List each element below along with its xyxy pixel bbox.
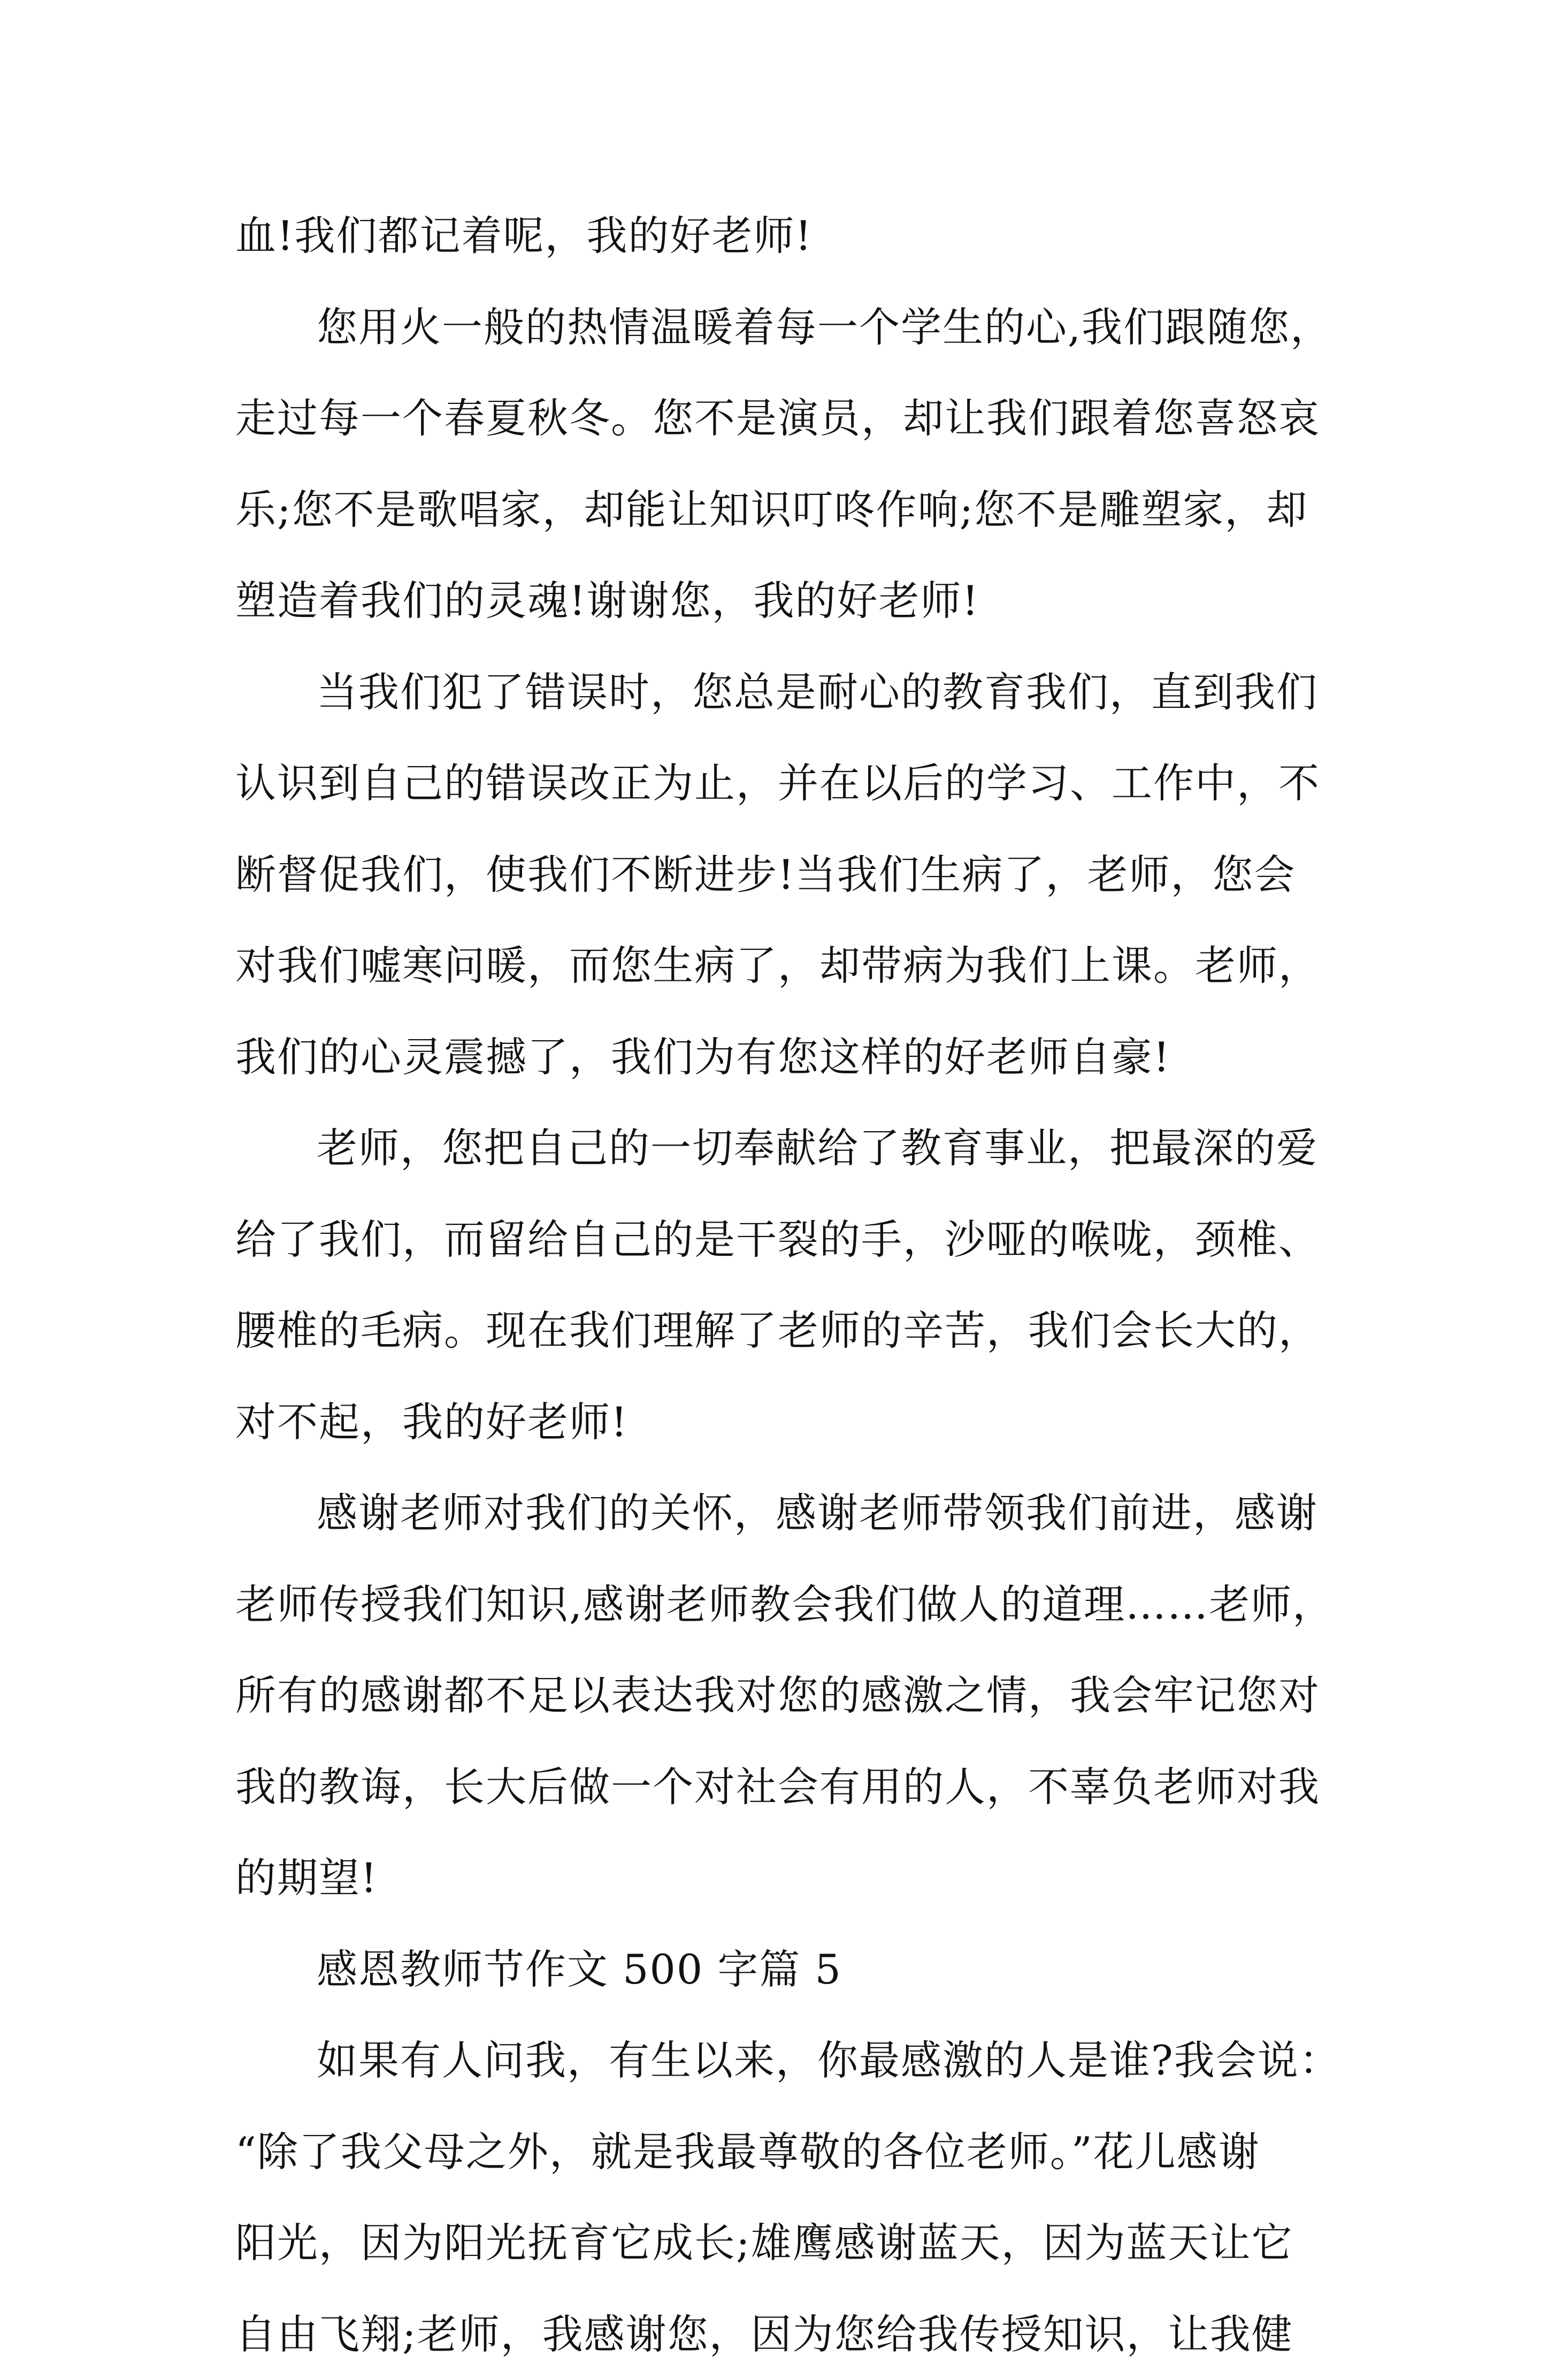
document-body [235,190,1364,2380]
paragraph-start-line: 感谢老师对我们的关怀，感谢老师带领我们前进，感谢 [235,1468,1364,1559]
text-line: 自由飞翔;老师，我感谢您，因为您给我传授知识，让我健 [235,2289,1364,2380]
text-line: 我的教诲，长大后做一个对社会有用的人，不辜负老师对我 [235,1742,1364,1833]
text-line: 所有的感谢都不足以表达我对您的感激之情，我会牢记您对 [235,1650,1364,1742]
text-line: 老师传授我们知识,感谢老师教会我们做人的道理……老师， [235,1559,1364,1651]
paragraph-start-line: 如果有人问我，有生以来，你最感激的人是谁?我会说： [235,2015,1364,2107]
text-line: 给了我们，而留给自己的是干裂的手，沙哑的喉咙，颈椎、 [235,1194,1364,1286]
text-line: 对不起，我的好老师! [235,1377,1364,1468]
section-heading: 感恩教师节作文 500 字篇 5 [235,1924,1364,2016]
text-line: 对我们嘘寒问暖，而您生病了，却带病为我们上课。老师， [235,920,1364,1012]
text-line: “除了我父母之外，就是我最尊敬的各位老师。”花儿感谢 [235,2107,1364,2198]
paragraph-start-line: 您用火一般的热情温暖着每一个学生的心,我们跟随您， [235,282,1364,373]
text-line: 血!我们都记着呢，我的好老师! [235,190,1364,282]
text-line: 腰椎的毛病。现在我们理解了老师的辛苦，我们会长大的， [235,1285,1364,1377]
text-line: 认识到自己的错误改正为止，并在以后的学习、工作中，不 [235,738,1364,829]
text-line: 的期望! [235,1833,1364,1924]
text-line: 塑造着我们的灵魂!谢谢您，我的好老师! [235,555,1364,647]
text-line: 我们的心灵震撼了，我们为有您这样的好老师自豪! [235,1012,1364,1103]
paragraph-start-line: 老师，您把自己的一切奉献给了教育事业，把最深的爱 [235,1103,1364,1194]
text-line: 乐;您不是歌唱家，却能让知识叮咚作响;您不是雕塑家，却 [235,464,1364,556]
text-line: 断督促我们，使我们不断进步!当我们生病了，老师，您会 [235,829,1364,921]
paragraph-start-line: 当我们犯了错误时，您总是耐心的教育我们，直到我们 [235,647,1364,738]
text-line: 阳光，因为阳光抚育它成长;雄鹰感谢蓝天，因为蓝天让它 [235,2198,1364,2289]
text-line: 走过每一个春夏秋冬。您不是演员，却让我们跟着您喜怒哀 [235,373,1364,464]
